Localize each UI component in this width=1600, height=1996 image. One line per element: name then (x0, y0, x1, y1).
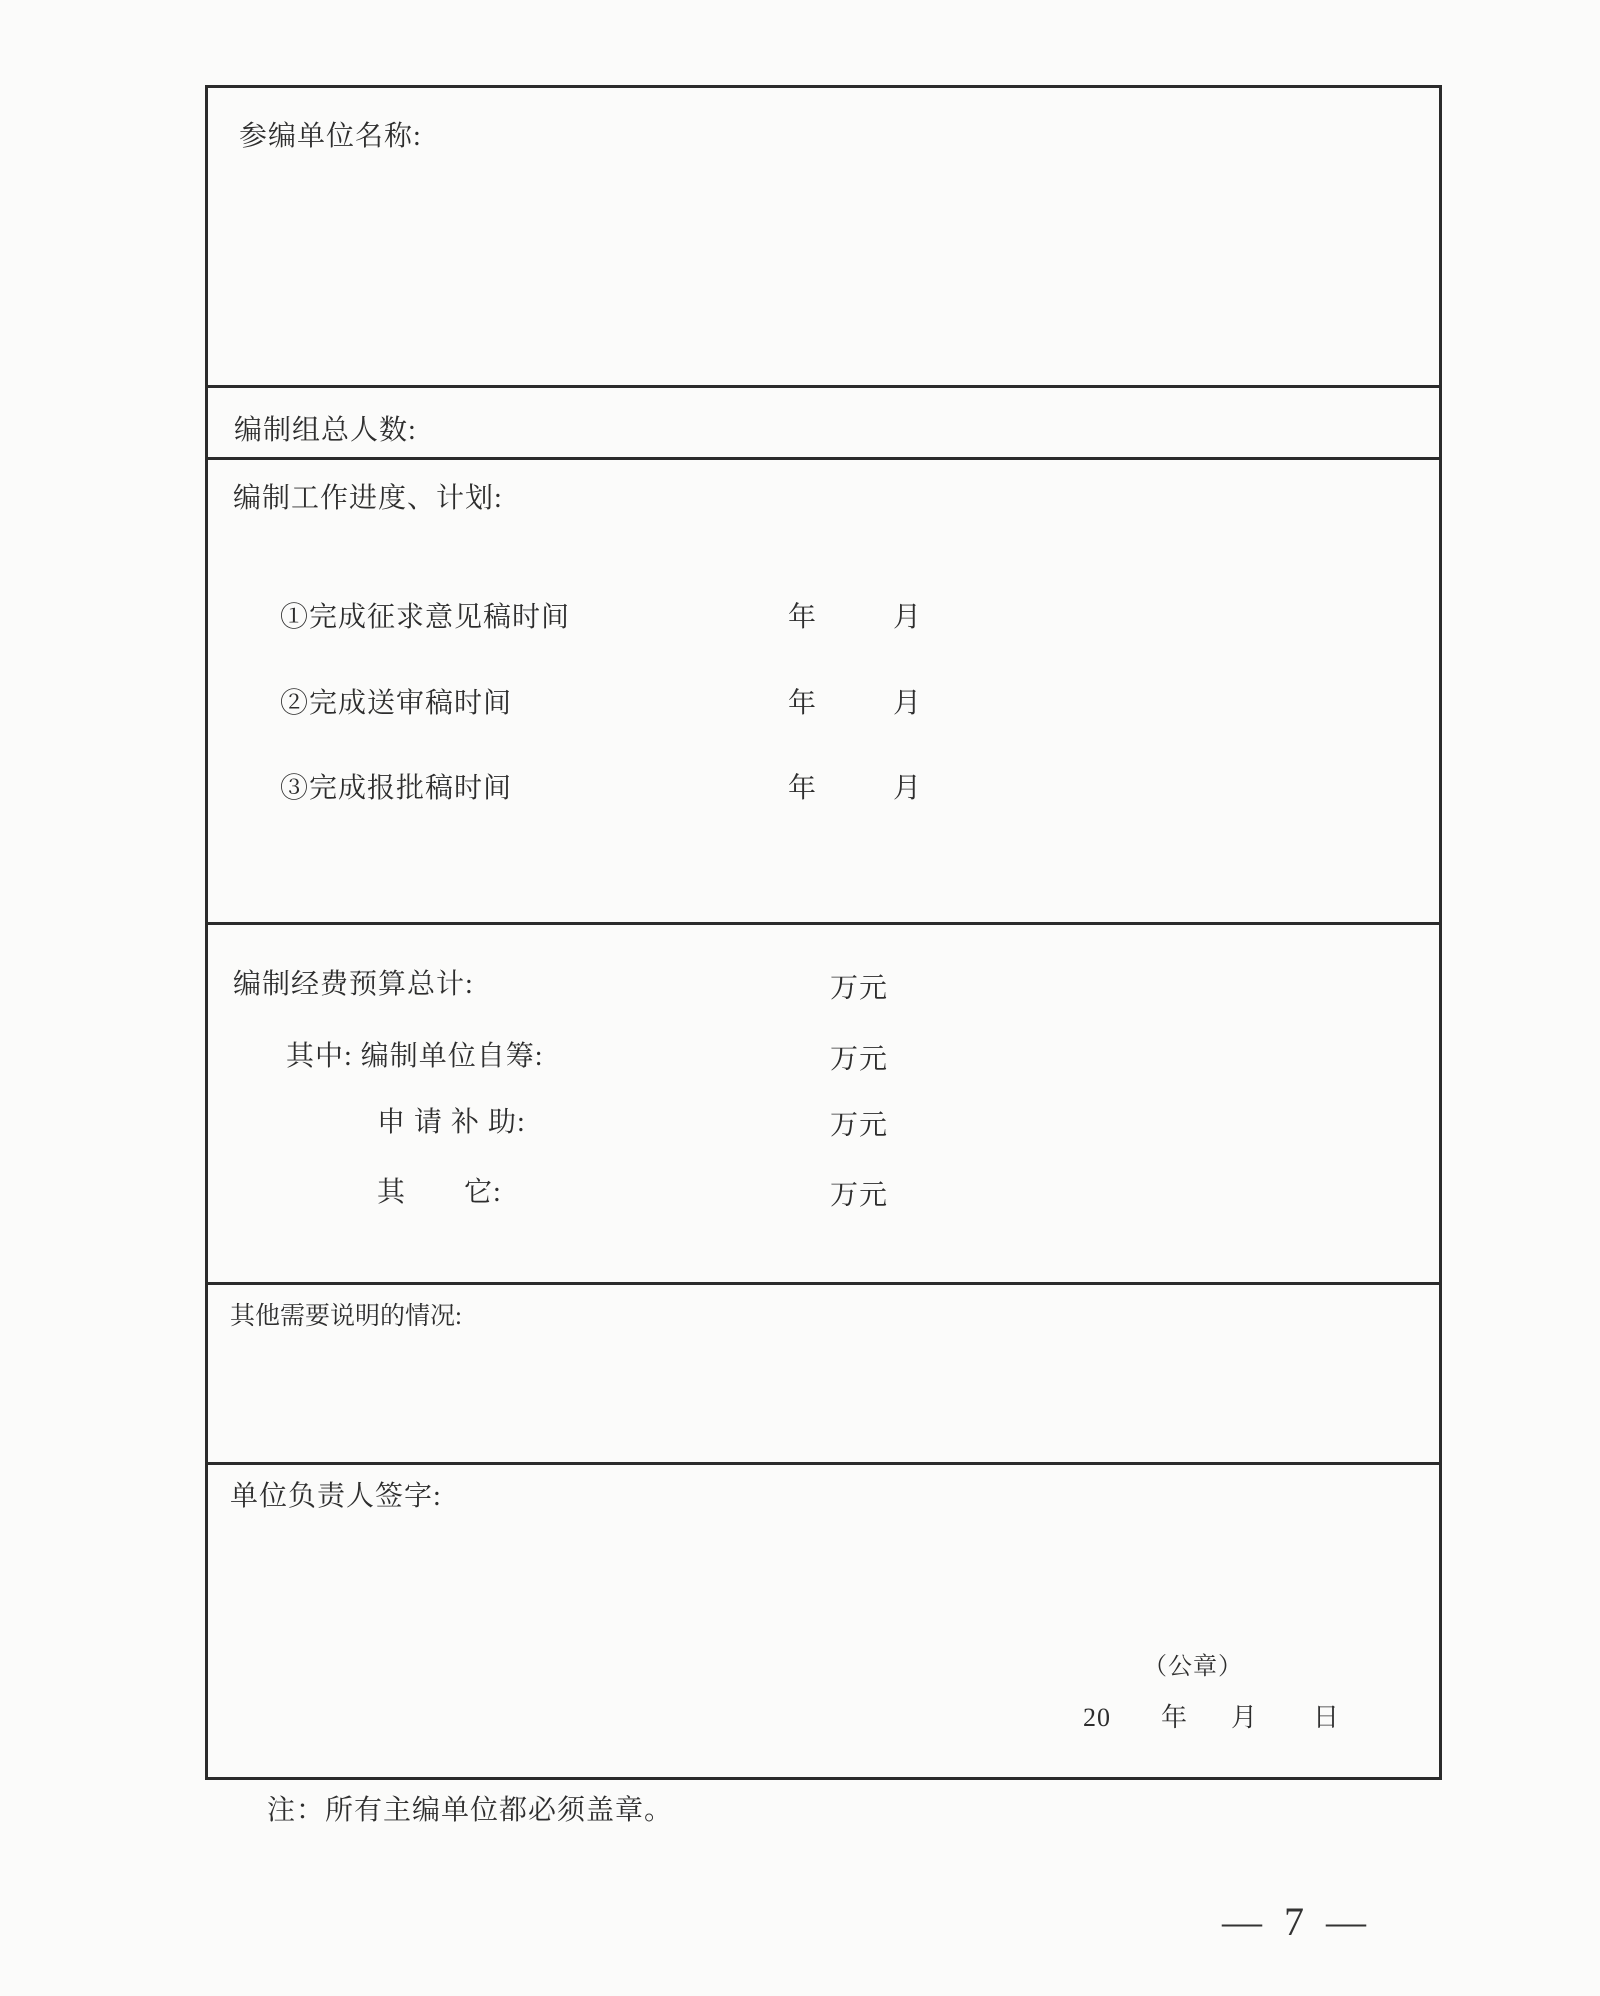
table-row-divider-1 (208, 385, 1439, 388)
page-number: — 7 — (1222, 1899, 1372, 1944)
table-row-divider-3 (208, 922, 1439, 925)
date-year-unit: 年 (1161, 1703, 1189, 1732)
progress-item-2-year-unit: 年 (788, 688, 818, 719)
budget-other-unit: 万元 (830, 1180, 889, 1211)
progress-item-1-month-unit: 月 (893, 602, 923, 633)
progress-item-3-year-unit: 年 (788, 773, 818, 804)
date-month-unit: 月 (1231, 1703, 1259, 1732)
progress-item-1-year-unit: 年 (788, 602, 818, 633)
budget-other-label: 其 它: (377, 1177, 502, 1208)
date-day-unit: 日 (1313, 1703, 1341, 1732)
group-size-label: 编制组总人数: (234, 415, 417, 446)
progress-section-label: 编制工作进度、计划: (233, 483, 503, 514)
signature-label: 单位负责人签字: (230, 1481, 442, 1512)
table-row-divider-4 (208, 1282, 1439, 1285)
budget-self-raised-label: 其中: 编制单位自筹: (286, 1041, 544, 1072)
date-prefix: 20 (1083, 1703, 1111, 1732)
progress-item-2-month-unit: 月 (893, 688, 923, 719)
form-table (205, 85, 1442, 1780)
other-notes-label: 其他需要说明的情况: (230, 1303, 462, 1330)
table-row-divider-5 (208, 1462, 1439, 1465)
progress-item-2-label: ②完成送审稿时间 (280, 688, 513, 719)
table-row-divider-2 (208, 457, 1439, 460)
budget-total-label: 编制经费预算总计: (233, 969, 474, 1000)
progress-item-3-label: ③完成报批稿时间 (280, 773, 513, 804)
progress-item-1-label: ①完成征求意见稿时间 (280, 602, 571, 633)
progress-item-3-month-unit: 月 (893, 773, 923, 804)
budget-self-raised-unit: 万元 (830, 1044, 889, 1075)
participating-units-label: 参编单位名称: (239, 121, 422, 152)
budget-subsidy-unit: 万元 (830, 1110, 889, 1141)
budget-subsidy-label: 申 请 补 助: (377, 1107, 526, 1138)
footnote: 注：所有主编单位都必须盖章。 (267, 1795, 674, 1826)
budget-total-unit: 万元 (830, 973, 889, 1004)
seal-label: （公章） (1143, 1654, 1243, 1680)
